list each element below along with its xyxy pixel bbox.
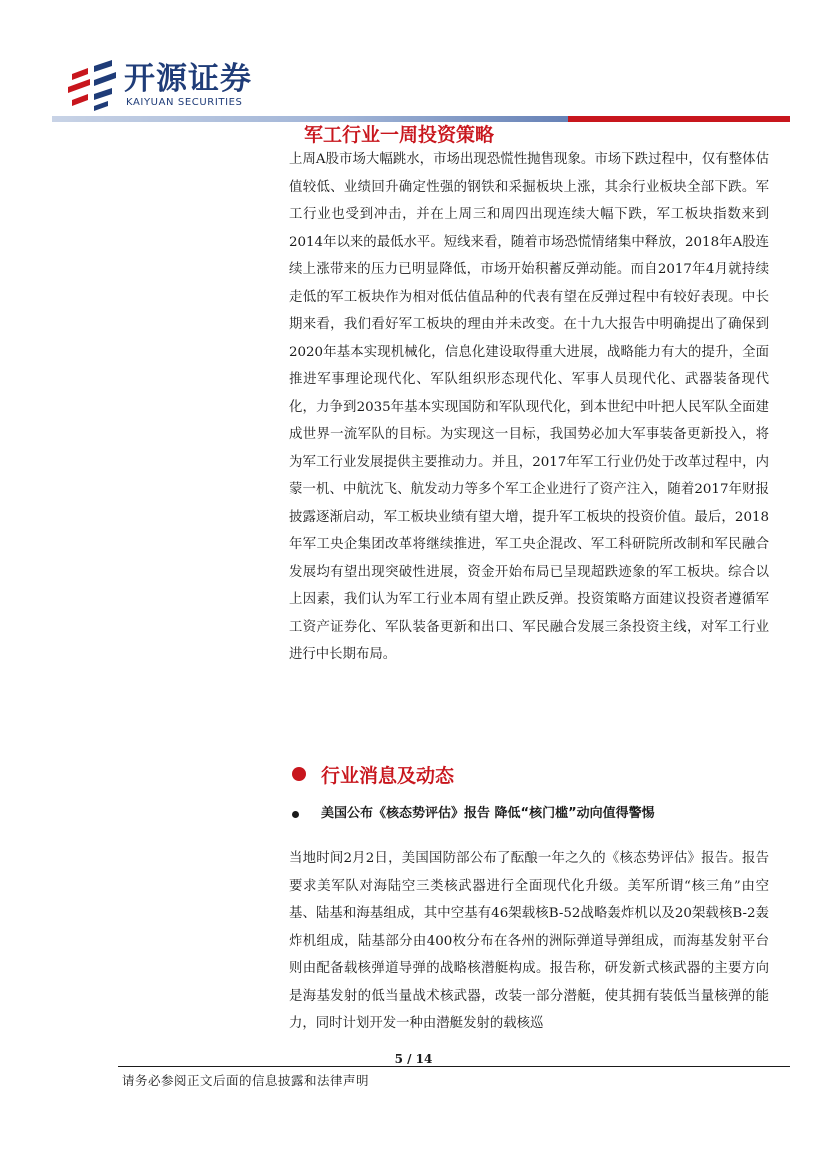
news-item-title: 美国公布《核态势评估》报告 降低“核门槛”动向值得警惕 [321,806,655,821]
news-heading-text: 行业消息及动态 [321,765,455,787]
logo-english-name: KAIYUAN SECURITIES [126,97,243,108]
legal-disclaimer: 请务必参阅正文后面的信息披露和法律声明 [122,1073,370,1088]
header-divider-accent [568,116,790,122]
section-title: 军工行业一周投资策略 [304,124,495,146]
strategy-paragraph: 上周A股市场大幅跳水，市场出现恐慌性抛售现象。市场下跌过程中，仅有整体估值较低、业绩回升确定性强的钢铁和采掘板块上涨，其余行业板块全部下跌。军工行业也受到冲击，并在上周三和周四出现连续大幅下跌，军工板块指数来到2014年以来的最低水平。短线来看，随着市场恐慌情绪集中释放，2018年A股连续上涨带来的压力已明显降低，市场开始积蓄反弹动能。而自2017年4月就持续走低的军工板块作为相对低估值品种的代表有望在反弹过程中有较好表现。中长期来看，我们看好军工板块的理由并未改变。在十九大报告中明确提出了确保到2020年基本实现机械化，信息化建设取得重大进展，战略能力有大的提升，全面推进军事理论现代化、军队组织形态现代化、军事人员现代化、武器装备现代化，力争到2035年基本实现国防和军队现代化，到本世纪中叶把人民军队全面建成世界一流军队的目标。为实现这一目标，我国势必加大军事装备更新投入，将为军工行业发展提供主要推动力。并且，2017年军工行业仍处于改革过程中，内蒙一机、中航沈飞、航发动力等多个军工企业进行了资产注入，随着2017年财报披露逐渐启动，军工板块业绩有望大增，提升军工板块的投资价值。最后，2018年军工央企集团改革将继续推进，军工央企混改、军工科研院所改制和军民融合发展均有望出现突破性进展，资金开始布局已呈现超跌迹象的军工板块。综合以上因素，我们认为军工行业本周有望止跌反弹。投资策略方面建议投资者遵循军工资产证券化、军队装备更新和出口、军民融合发展三条投资主线，对军工行业进行中长期布局。 [289,152,769,662]
bullet-icon [292,811,299,818]
footer-divider [118,1066,790,1067]
kaiyuan-logo-mark-icon [68,60,118,112]
red-bullet-icon [292,767,306,781]
page-number: 5 / 14 [394,1052,433,1066]
logo-chinese-name: 开源证券 [124,61,252,97]
news-item-paragraph: 当地时间2月2日，美国国防部公布了酝酿一年之久的《核态势评估》报告。报告要求美军队对海陆空三类核武器进行全面现代化升级。美军所谓“核三角”由空基、陆基和海基组成，其中空基有46架载核B-52战略轰炸机以及20架载核B-2轰炸机组成，陆基部分由400枚分布在各州的洲际弹道导弹组成，而海基发射平台则由配备载核弹道导弹的战略核潜艇构成。报告称，研发新式核武器的主要方向是海基发射的低当量战术核武器，改装一部分潜艇，使其拥有装低当量核弹的能力，同时计划开发一种由潜艇发射的载核巡 [289,851,769,1031]
company-logo [68,60,268,112]
